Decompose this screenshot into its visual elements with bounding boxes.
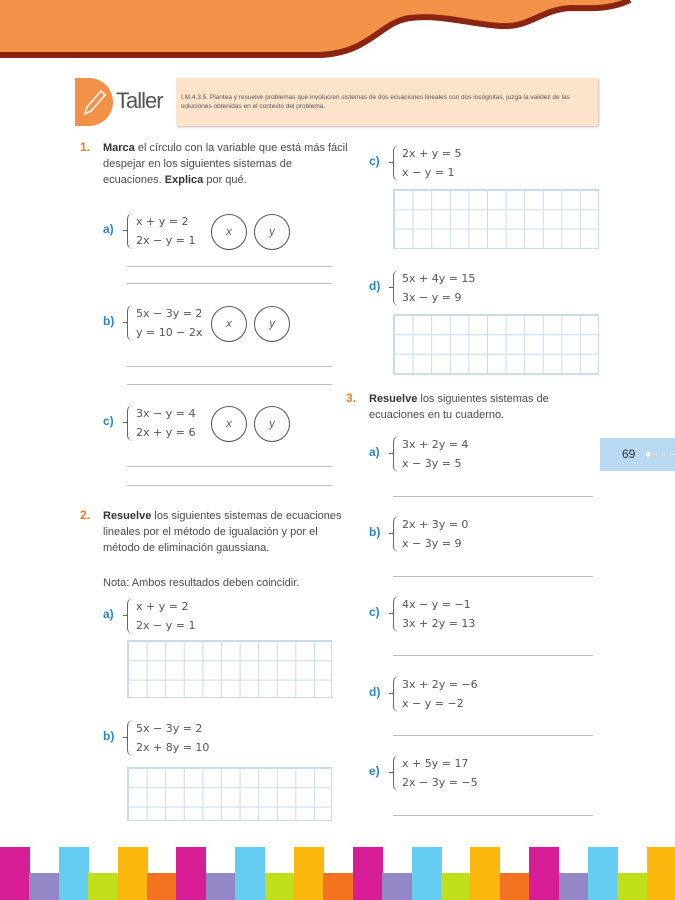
color-stripe bbox=[323, 873, 353, 900]
section-title: Taller bbox=[116, 88, 163, 113]
item-label: a) bbox=[103, 222, 114, 236]
color-stripe bbox=[206, 873, 236, 900]
equation-system bbox=[127, 404, 195, 442]
answer-line[interactable] bbox=[127, 485, 332, 486]
equation: 4x − y = −1 bbox=[402, 598, 471, 611]
equation-system bbox=[393, 144, 461, 182]
item-label: a) bbox=[103, 607, 114, 621]
circle-option-x[interactable]: x bbox=[211, 214, 247, 250]
color-stripe bbox=[294, 847, 324, 900]
color-stripe bbox=[647, 847, 675, 900]
color-stripe bbox=[235, 847, 265, 900]
brace-icon bbox=[393, 596, 400, 632]
brace-icon bbox=[393, 145, 400, 181]
exercise-1-instructions bbox=[103, 140, 348, 188]
answer-line[interactable] bbox=[127, 266, 332, 267]
brace-icon bbox=[127, 598, 134, 634]
brace-icon bbox=[393, 676, 400, 712]
equation: x + y = 2 bbox=[136, 215, 189, 228]
equation: 3x − y = 9 bbox=[402, 291, 462, 304]
exercise-2-note: Nota: Ambos resultados deben coincidir. bbox=[103, 577, 300, 589]
answer-grid[interactable] bbox=[127, 767, 332, 821]
equation-system bbox=[393, 515, 468, 553]
equation-system bbox=[127, 212, 195, 250]
item-label: c) bbox=[369, 154, 380, 168]
taller-badge bbox=[75, 78, 113, 126]
equation: 3x + 2y = 4 bbox=[402, 438, 469, 451]
answer-line[interactable] bbox=[127, 283, 332, 284]
answer-grid[interactable] bbox=[393, 189, 599, 249]
item-label: c) bbox=[369, 605, 380, 619]
equation: 2x + y = 5 bbox=[402, 147, 462, 160]
answer-line[interactable] bbox=[127, 384, 332, 385]
exercise-2-instructions bbox=[103, 508, 348, 556]
equation: 2x + 8y = 10 bbox=[136, 741, 210, 754]
item-label: c) bbox=[103, 414, 114, 428]
page-dotted-line bbox=[652, 454, 675, 455]
answer-line[interactable] bbox=[127, 366, 332, 367]
equation: x − 3y = 9 bbox=[402, 537, 462, 550]
equation: 5x − 3y = 2 bbox=[136, 307, 203, 320]
answer-grid[interactable] bbox=[393, 314, 599, 375]
instruction-text: los siguientes sistemas de ecuaciones en tu cuaderno. bbox=[369, 393, 549, 421]
brace-icon bbox=[127, 720, 134, 756]
item-label: d) bbox=[369, 685, 381, 699]
answer-line[interactable] bbox=[393, 655, 593, 656]
color-stripe bbox=[0, 847, 30, 900]
equation: x − y = 1 bbox=[402, 166, 455, 179]
item-label: d) bbox=[369, 279, 381, 293]
answer-line[interactable] bbox=[127, 466, 332, 467]
equation-system bbox=[127, 719, 209, 757]
brace-icon bbox=[127, 305, 134, 341]
equation: x − 3y = 5 bbox=[402, 457, 462, 470]
circle-option-y[interactable]: y bbox=[254, 214, 290, 250]
pencil-icon bbox=[75, 78, 113, 126]
equation: 2x − y = 1 bbox=[136, 234, 196, 247]
answer-line[interactable] bbox=[393, 815, 593, 816]
page-number: 69 bbox=[622, 447, 636, 461]
equation: y = 10 − 2x bbox=[136, 326, 203, 339]
equation: 3x − y = 4 bbox=[136, 407, 196, 420]
instruction-verb: Resuelve bbox=[369, 393, 418, 405]
color-stripe bbox=[588, 847, 618, 900]
color-stripe bbox=[441, 873, 471, 900]
item-label: b) bbox=[369, 525, 381, 539]
objective-text: I.M.4.3.5. Plantea y resuelve problemas que involucren sistemas de dos ecuaciones lineales con dos incógnitas, juzga la validez de las soluciones obtenidas en el contexto del problema. bbox=[181, 94, 570, 110]
instruction-text: el círculo con la variable que está más fácil despejar en los siguientes sistemas de ecuaciones. bbox=[103, 142, 348, 186]
color-stripe bbox=[118, 847, 148, 900]
answer-line[interactable] bbox=[393, 576, 593, 577]
equation-system bbox=[393, 435, 468, 473]
color-stripe bbox=[529, 847, 559, 900]
brace-icon bbox=[127, 213, 134, 249]
instruction-verb: Marca bbox=[103, 142, 135, 154]
item-label: b) bbox=[103, 314, 115, 328]
item-label: a) bbox=[369, 445, 380, 459]
answer-grid[interactable] bbox=[127, 640, 332, 698]
color-stripe-footer bbox=[0, 847, 675, 900]
header-wave bbox=[0, 0, 675, 70]
equation: 5x − 3y = 2 bbox=[136, 722, 203, 735]
equation: 2x + 3y = 0 bbox=[402, 518, 469, 531]
exercise-2-number: 2. bbox=[80, 508, 91, 522]
color-stripe bbox=[617, 873, 647, 900]
circle-option-y[interactable]: y bbox=[254, 306, 290, 342]
brace-icon bbox=[393, 516, 400, 552]
exercise-3-instructions bbox=[369, 391, 599, 423]
equation-system bbox=[393, 675, 478, 713]
color-stripe bbox=[382, 873, 412, 900]
instruction-verb: Resuelve bbox=[103, 510, 152, 522]
objective-box bbox=[176, 78, 598, 126]
equation-system bbox=[393, 595, 475, 633]
page-tab bbox=[600, 438, 675, 471]
equation: 3x + 2y = 13 bbox=[402, 617, 476, 630]
answer-line[interactable] bbox=[393, 735, 593, 736]
circle-option-x[interactable]: x bbox=[211, 406, 247, 442]
color-stripe bbox=[88, 873, 118, 900]
color-stripe bbox=[59, 847, 89, 900]
exercise-3-number: 3. bbox=[346, 391, 357, 405]
page-dot bbox=[646, 452, 651, 457]
equation: x − y = −2 bbox=[402, 697, 464, 710]
exercise-1-number: 1. bbox=[80, 140, 91, 154]
brace-icon bbox=[393, 270, 400, 306]
equation: 2x − y = 1 bbox=[136, 619, 196, 632]
color-stripe bbox=[470, 847, 500, 900]
circle-option-x[interactable]: x bbox=[211, 306, 247, 342]
instruction-text: por qué. bbox=[203, 174, 247, 186]
equation: 3x + 2y = −6 bbox=[402, 678, 478, 691]
brace-icon bbox=[127, 405, 134, 441]
equation-system bbox=[393, 754, 478, 792]
equation: x + 5y = 17 bbox=[402, 757, 469, 770]
brace-icon bbox=[393, 436, 400, 472]
circle-option-y[interactable]: y bbox=[254, 406, 290, 442]
equation: x + y = 2 bbox=[136, 600, 189, 613]
answer-line[interactable] bbox=[393, 496, 593, 497]
color-stripe bbox=[265, 873, 295, 900]
equation: 2x − 3y = −5 bbox=[402, 776, 478, 789]
instruction-verb: Explica bbox=[164, 174, 204, 186]
color-stripe bbox=[176, 847, 206, 900]
equation: 5x + 4y = 15 bbox=[402, 272, 476, 285]
color-stripe bbox=[147, 873, 177, 900]
color-stripe bbox=[500, 873, 530, 900]
equation-system bbox=[127, 597, 195, 635]
color-stripe bbox=[559, 873, 589, 900]
color-stripe bbox=[29, 873, 59, 900]
color-stripe bbox=[412, 847, 442, 900]
brace-icon bbox=[393, 755, 400, 791]
equation-system bbox=[393, 269, 475, 307]
color-stripe bbox=[353, 847, 383, 900]
equation-system bbox=[127, 304, 202, 342]
item-label: b) bbox=[103, 729, 115, 743]
instruction-text: los siguientes sistemas de ecuaciones lineales por el método de igualación y por el método de eliminación gaussiana. bbox=[103, 510, 342, 554]
equation: 2x + y = 6 bbox=[136, 426, 196, 439]
item-label: e) bbox=[369, 764, 380, 778]
